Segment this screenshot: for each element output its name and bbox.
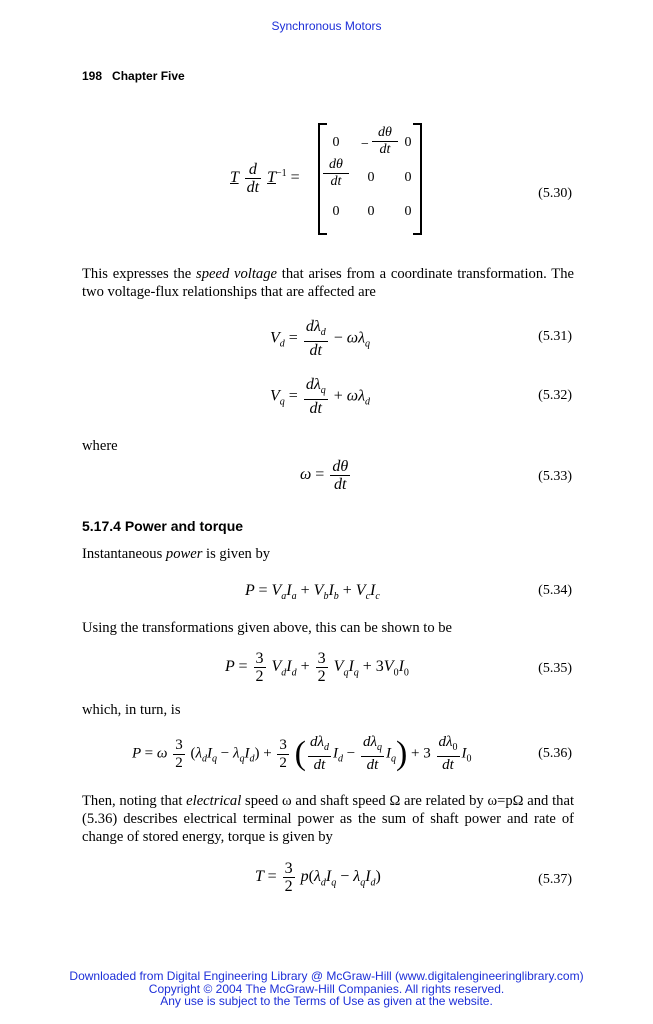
equation-5-31: $V_d$ = $\frac{d\lambda_d}{dt}$ − $\omega\lambda_q$ bbox=[270, 318, 371, 360]
matrix-cell: 0 bbox=[332, 204, 340, 219]
matrix-cell: 0 bbox=[367, 170, 375, 185]
equation-5-33: ω = $\frac{d\theta}{dt}$ bbox=[300, 458, 349, 493]
matrix-cell: 0 bbox=[404, 204, 412, 219]
matrix-cell: 0 bbox=[404, 135, 412, 150]
equation-5-35: P = $\frac{3}{2}$ $V_dI_d$ + $\frac{3}{2}$ $V_qI_q + 3V_0I_0$ bbox=[225, 650, 409, 685]
equation-5-34: $P = V_aI_a + V_bI_b + V_cI_c$ bbox=[245, 582, 380, 603]
equation-label-5-37: (5.37) bbox=[538, 872, 572, 887]
section-heading: 5.17.4 Power and torque bbox=[82, 518, 244, 534]
equation-5-36: P = ω $\frac{3}{2}$ $(\lambda_dI_q - \lambda_qI_d)$ + $\frac{3}{2}$ ( $\frac{d\lambda_d}{dt}$ $I_d$ − $\frac{d\lambda_q}{dt}$ $I_q) + 3$ $\frac{d\lambda_0}{dt}$ $I_0$ bbox=[132, 734, 472, 773]
paragraph-power: Instantaneous power is given by bbox=[82, 546, 271, 562]
paragraph-torque: Then, noting that electrical speed ω and shaft speed Ω are related by ω=pΩ and that (5.36) describes electrical terminal power as the sum of shaft power and rate of change of stored energy, torque is given by bbox=[82, 793, 574, 845]
equation-5-32: $V_q$ = $\frac{d\lambda_q}{dt}$ + $\omega\lambda_d$ bbox=[270, 376, 371, 418]
matrix-cell: − dθ dt bbox=[360, 125, 406, 158]
chapter-label: Chapter Five bbox=[112, 69, 185, 83]
running-header: Synchronous Motors bbox=[271, 19, 382, 33]
footer-copyright: Copyright © 2004 The McGraw-Hill Companies. All rights reserved. bbox=[148, 981, 505, 996]
page-number: 198 bbox=[82, 69, 103, 83]
equation-5-30-matrix bbox=[318, 123, 422, 233]
equation-5-37: T = $\frac{3}{2}$ $p(\lambda_dI_q - \lambda_qI_d)$ bbox=[255, 860, 381, 895]
equation-label-5-31: (5.31) bbox=[538, 329, 572, 344]
footer-terms: Any use is subject to the Terms of Use as given at the website. bbox=[160, 994, 493, 1008]
footer-download-link[interactable]: Downloaded from Digital Engineering Library @ McGraw-Hill (www.digitalengineeringlibrary.com) bbox=[69, 969, 584, 983]
equation-label-5-35: (5.35) bbox=[538, 661, 572, 676]
matrix-cell: 0 bbox=[332, 135, 340, 150]
download-footer bbox=[0, 970, 653, 1008]
equation-label-5-32: (5.32) bbox=[538, 388, 572, 403]
equation-label-5-33: (5.33) bbox=[538, 469, 572, 484]
equation-label-5-34: (5.34) bbox=[538, 583, 572, 598]
matrix-cell: 0 bbox=[404, 170, 412, 185]
paragraph-transformations: Using the transformations given above, this can be shown to be bbox=[82, 620, 453, 636]
equation-5-30-lhs: T $\frac{d}{dt}$ $T^{-1}$ = bbox=[230, 161, 300, 196]
paragraph-which-in-turn: which, in turn, is bbox=[82, 702, 181, 718]
paragraph-speed-voltage: This expresses the speed voltage that arises from a coordinate transformation. The two voltage-flux relationships that are affected are bbox=[82, 266, 574, 300]
matrix-cell: dθ dt bbox=[321, 157, 351, 190]
page-line bbox=[82, 69, 195, 83]
equation-label-5-30: (5.30) bbox=[538, 186, 572, 201]
where-text: where bbox=[82, 438, 118, 454]
equation-label-5-36: (5.36) bbox=[538, 746, 572, 761]
matrix-cell: 0 bbox=[367, 204, 375, 219]
